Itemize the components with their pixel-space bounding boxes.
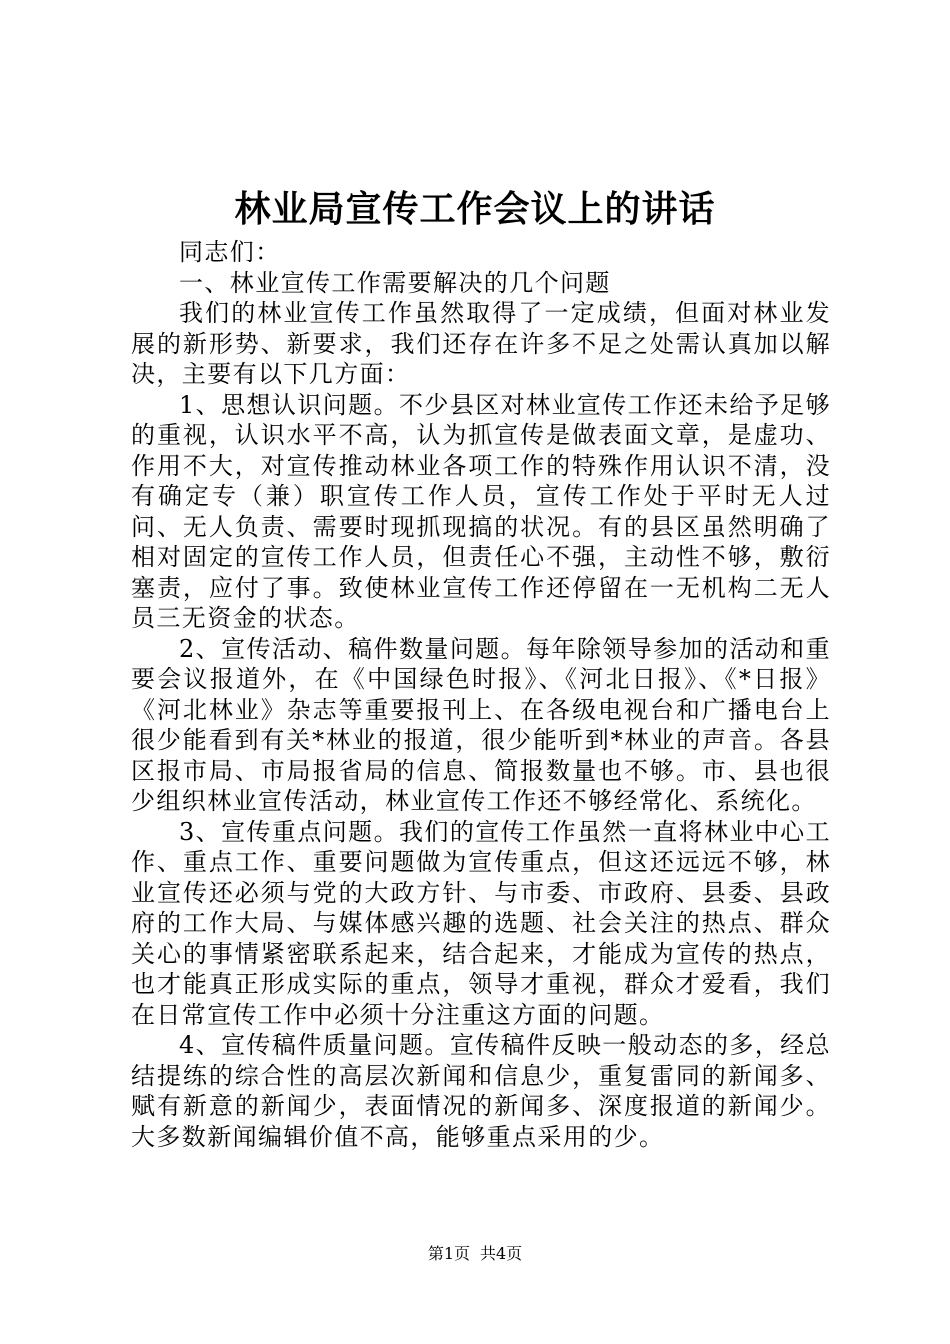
page-footer xyxy=(0,1243,950,1265)
paragraph-item-4: 4、宣传稿件质量问题。宣传稿件反映一般动态的多，经总结提练的综合性的高层次新闻和信息少，重复雷同的新闻多、赋有新意的新闻少，表面情况的新闻多、深度报道的新闻少。大多数新闻编辑价值不高，能够重点采用的少。 xyxy=(131,1031,831,1151)
paragraph-item-3: 3、宣传重点问题。我们的宣传工作虽然一直将林业中心工作、重点工作、重要问题做为宣传重点，但这还远远不够，林业宣传还必须与党的大政方针、与市委、市政府、县委、县政府的工作大局、与媒体感兴趣的选题、社会关注的热点、群众关心的事情紧密联系起来，结合起来，才能成为宣传的热点，也才能真正形成实际的重点，领导才重视，群众才爱看，我们在日常宣传工作中必须十分注重这方面的问题。 xyxy=(131,817,831,1029)
page-total: 共4页 xyxy=(480,1244,523,1263)
salutation: 同志们： xyxy=(179,238,281,266)
document-body xyxy=(131,237,831,1152)
section-heading: 一、林业宣传工作需要解决的几个问题 xyxy=(179,268,611,297)
paragraph-item-2: 2、宣传活动、稿件数量问题。每年除领导参加的活动和重要会议报道外，在《中国绿色时报》、《河北日报》、《*日报》《河北林业》杂志等重要报刊上、在各级电视台和广播电台上很少能看到有关*林业的报道，很少能听到*林业的声音。各县区报市局、市局报省局的信息、简报数量也不够。市、县也很少组织林业宣传活动，林业宣传工作还不够经常化、系统化。 xyxy=(131,634,831,815)
paragraph-item-1: 1、思想认识问题。不少县区对林业宣传工作还未给予足够的重视，认识水平不高，认为抓宣传是做表面文章，是虚功、作用不大，对宣传推动林业各项工作的特殊作用认识不清，没有确定专（兼）职宣传工作人员，宣传工作处于平时无人过问、无人负责、需要时现抓现搞的状况。有的县区虽然明确了相对固定的宣传工作人员，但责任心不强，主动性不够，敷衍塞责，应付了事。致使林业宣传工作还停留在一无机构二无人员三无资金的状态。 xyxy=(131,390,831,632)
paragraph-intro: 我们的林业宣传工作虽然取得了一定成绩，但面对林业发展的新形势、新要求，我们还存在许多不足之处需认真加以解决，主要有以下几方面： xyxy=(131,299,831,388)
page-number: 第1页 xyxy=(427,1244,470,1263)
document-title: 林业局宣传工作会议上的讲话 xyxy=(234,188,716,230)
